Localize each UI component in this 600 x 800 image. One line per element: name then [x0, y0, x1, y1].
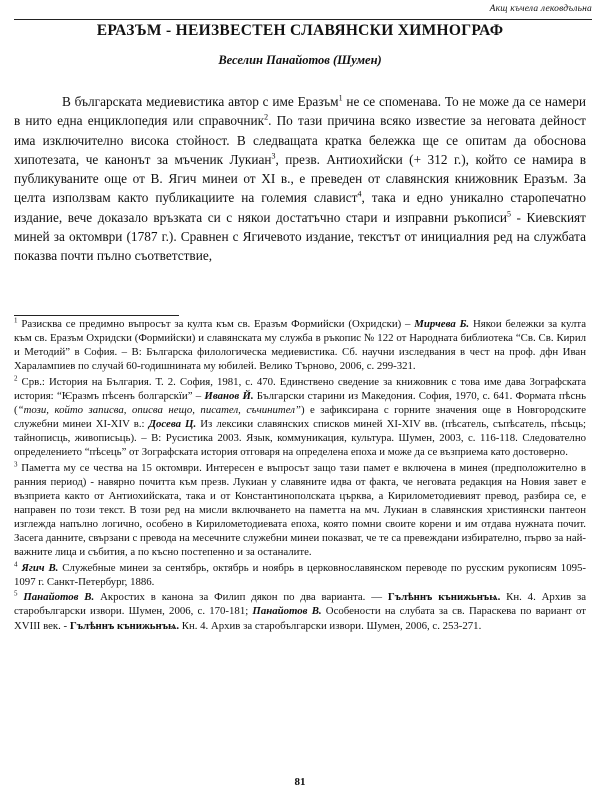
- footnote-text: Акростих в канона за Филип дякон по два варианта. —: [94, 591, 388, 604]
- article-title: ЕРАЗЪМ - НЕИЗВЕСТЕН СЛАВЯНСКИ ХИМНОГРАФ: [96, 22, 504, 39]
- body-paragraph: [14, 92, 586, 266]
- footnote-number: 5: [14, 589, 18, 598]
- footnote-ref-4[interactable]: 4: [357, 190, 362, 200]
- footnote-ref-2[interactable]: 2: [264, 112, 269, 122]
- footnote-text: Особености на слубата за св. Параскева по вариант от XVIII век. -: [14, 605, 586, 632]
- footnote-text: Разисква се предимно въпросът за култа към св. Еразъм Формийски (Охридски) –: [17, 318, 415, 330]
- running-header: Акщ къчела лековдъльна: [489, 4, 592, 14]
- footnote-ref-1[interactable]: 1: [338, 93, 343, 103]
- footnote-text: Български старини из Македония. София, 1970, с. 641. Формата пѣснь (: [14, 389, 587, 416]
- footnote-number: 4: [14, 560, 18, 569]
- body-segment-4: , презв. Антиохийски (+ 312 г.), който се намира в публикуваните още от В. Ягич минеи от XI в., е преведен от славянския книжовник Еразъм. За целта използвам както публикациите на големия славист: [14, 151, 586, 206]
- footnote-number: 3: [14, 460, 18, 469]
- footnote-4: [14, 561, 586, 589]
- article-author: Веселин Панайотов (Шумен): [218, 53, 382, 67]
- footnote-2: [14, 375, 586, 460]
- footnote-text: Из лексики славянских списков миней XI-XIV вв. (пѣсатель, съпѣсатель, пѣсьць; тайнописць, живописьць). – В: Русистика 2003. Язык, коммуникация, культура. Шумен, 2003, с. 116-118. Следователно определението “пѣсець” от Зографската история отговаря на определена епоха и може да се възприема като достоверно.: [14, 418, 586, 459]
- main-text: [14, 92, 586, 266]
- footnote-source-title: Гълѣннъ кънижьнъѩ.: [69, 619, 180, 632]
- footnote-text: Служебные минеи за сентябрь, октябрь и ноябрь в церковнославянском переводе по русским рукописям 1095-1097 г. Санкт-Петербург, 1886.: [14, 561, 587, 588]
- body-segment-2: не се споменава. То не може да се намери в нито една енциклопедия или справочник: [14, 94, 586, 129]
- footnote-author: Панайотов В.: [23, 591, 95, 604]
- footnote-text: Кн. 4. Архив за старобългарски извори. Шумен, 2006, с. 170-181;: [14, 591, 587, 618]
- footnote-ref-5[interactable]: 5: [506, 209, 511, 219]
- footnote-3: [14, 461, 586, 560]
- footnote-author: Досева Ц.: [148, 418, 197, 431]
- footnote-number: 2: [14, 374, 18, 383]
- header-rule: [14, 19, 592, 20]
- footnote-separator: [14, 315, 179, 316]
- body-segment-6: - Киевският миней за октомври (1787 г.). Сравнен с Ягичевото издание, текстът от инициалния ред на службата показва почти пълно съответствие,: [14, 209, 586, 264]
- footnote-text: Срв.: История на България. Т. 2. София, 1981, с. 470. Единствено сведение за книжовник с това име дава Зографската история: “Ѥразмъ пѣсенъ болгарскїи” –: [14, 375, 586, 402]
- footnote-author: Иванов Й.: [204, 389, 254, 402]
- footnote-1: [14, 317, 586, 373]
- footnote-text: Паметта му се чества на 15 октомври. Интересен е въпросът защо тази памет е включена в минея (предположително в ранния период) - навярно почитта към презв. Лукиан у славяните идва от факта, че неговата редакция на Новия завет е възприета както от Антиохийската, така и от Константинополската църква, а Кирилометодиевият превод, разбира се, е направен по този текст. В този ред на мисли включването на паметта на мч. Лукиан в славянския християнски пантеон изглежда напълно логично, особено в Кирилометодиевата епоха, която помни своите корени и им отдава нужната почит. Засега данните, свързани с превода на месечните служебни минеи показват, че те са превеждани избирателно, първо за най-важните лица и събития, а по късно постепенно и за останалите.: [14, 461, 586, 559]
- footnote-author: Ягич В.: [21, 561, 59, 574]
- footnote-number: 1: [14, 316, 18, 325]
- footnotes: [14, 317, 586, 634]
- footnote-text: ) е зафиксирана с горните значения още в Новгородските служебни минеи XI-XIV в.:: [14, 403, 586, 431]
- footnote-author: Панайотов В.: [252, 605, 322, 618]
- footnote-ref-3[interactable]: 3: [271, 151, 276, 161]
- body-segment-5: , така и едно уникално старопечатно издание, вече доказало връзката си с някои достатъчно стари и изправни ръкописи: [14, 190, 586, 225]
- footnote-author: Мирчева Б.: [414, 318, 470, 330]
- footnote-text: Кн. 4. Архив за старобългарски извори. Шумен, 2006, с. 253-271.: [179, 619, 482, 632]
- footnote-text: Някои бележки за култа към св. Еразъм Охридски (Формийски) и славянската му служба в ръкопис № 122 от Народната библиотека “Св. Св. Кирил и Методий” в София. – В: Българска филологическа медиевистика. Сб. научни изследвания в чест на проф. дфн Иван Харалампиев по случай 60-годишнината му юбилей. Велико Търново, 2006, с. 299-321.: [14, 318, 586, 373]
- body-segment-3: . По тази причина всяко известие за неговата дейност има изключително висока стойност. В следващата кратка бележка ще се опитам да обосновa хипотезата, че канонът за мъченик Лукиан: [14, 113, 586, 167]
- footnote-source-title: Гълѣннъ кънижьнъѩ.: [387, 591, 501, 604]
- page-number: 81: [294, 776, 306, 788]
- body-segment-1: В българската медиевистика автор с име Еразъм: [62, 94, 339, 109]
- footnote-gloss: “този, който записва, описва нещо, писател, съчинител”: [17, 403, 301, 416]
- footnote-5: [14, 590, 586, 632]
